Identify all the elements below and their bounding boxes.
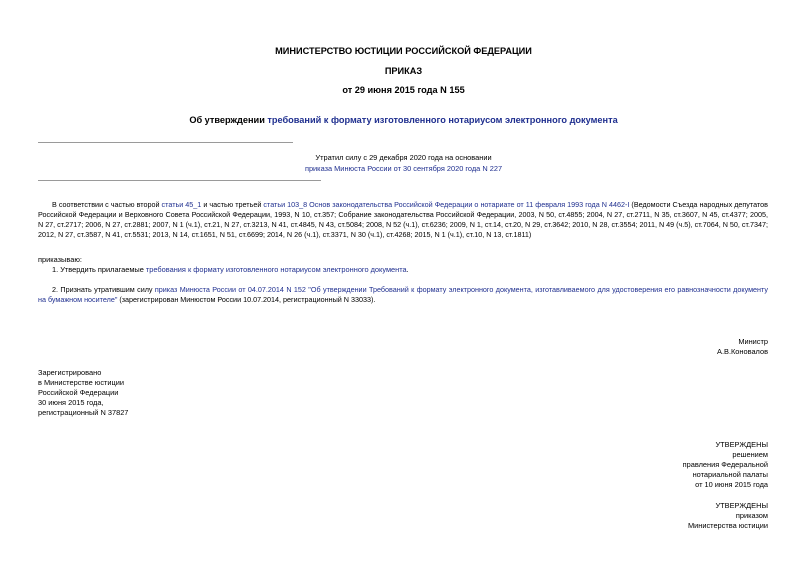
approved-2-line-3: Министерства юстиции [687,521,768,530]
item-1-link[interactable]: требования к формату изготовленного нотариусом электронного документа [145,265,407,274]
divider-bottom [38,180,321,181]
preamble-link-article-103[interactable]: статьи 103_8 Основ законодательства Российской Федерации о нотариате от 11 февраля 1993 года N 4462-I [263,200,630,209]
preamble-text-1: В соответствии с частью второй [52,200,162,209]
item-1 [52,265,409,275]
lost-force-link[interactable]: приказа Минюста России от 30 сентября 2020 года N 227 [304,164,503,173]
divider-top [38,142,293,143]
lost-force-line2 [0,164,807,174]
item-1-text-1: 1. Утвердить прилагаемые [52,265,146,274]
item-2-text-1: 2. Признать утратившим силу [52,285,155,294]
item-2 [38,285,768,305]
approved-1-line-3: правления Федеральной [682,460,768,469]
preamble-text-2: и частью третьей [201,200,264,209]
item-2-text-2: (зарегистрирован Минюстом России 10.07.2014, регистрационный N 33033). [117,295,376,304]
signature-name: А.В.Коновалов [717,347,768,356]
approved-1-line-5: от 10 июня 2015 года [695,480,768,489]
lost-force-text: Утратил силу с 29 декабря 2020 года на основании [315,153,492,162]
title-link[interactable]: требований к формату изготовленного нотариусом электронного документа [267,115,618,125]
ministry-heading: МИНИСТЕРСТВО ЮСТИЦИИ РОССИЙСКОЙ ФЕДЕРАЦИИ [275,46,532,56]
approved-2-line-1: УТВЕРЖДЕНЫ [715,501,768,510]
registration-line-3: Российской Федерации [38,388,119,397]
order-word: приказываю: [38,255,82,264]
approved-1-line-1: УТВЕРЖДЕНЫ [715,440,768,449]
item-2-link[interactable]: приказ Минюста России от 04.07.2014 N 152 "Об утверждении Требований к формату электронного документа, изготавливаемого для удостоверения его равнозначности документу на бумажном носителе" [38,285,768,304]
approved-2-line-2: приказом [735,511,768,520]
registration-line-5: регистрационный N 37827 [38,408,129,417]
doc-type-heading: ПРИКАЗ [384,66,423,76]
date-number-heading: от 29 июня 2015 года N 155 [342,85,465,95]
signature-position: Министр [738,337,768,346]
title-prefix: Об утверждении [189,115,268,125]
registration-line-4: 30 июня 2015 года, [38,398,104,407]
approved-1-line-2: решением [732,450,768,459]
preamble-link-article-45[interactable]: статьи 45_1 [161,200,202,209]
document-title [0,115,807,126]
registration-line-2: в Министерстве юстиции [38,378,125,387]
item-1-text-2: . [406,265,409,274]
registration-line-1: Зарегистрировано [38,368,102,377]
preamble-text-3: (Ведомости Съезда народных депутатов Российской Федерации и Верховного Совета Российской Федерации, 1993, N 10, ст.357; Собрание законодательства Российской Федерации, 2003, N 50, ст.4855; 2004, N 27, ст.2711, N 35, ст.3607, N 45, ст.4377; 2005, N 27, ст.2717; 2006, N 27, ст.2881; 2007, N 1 (ч.1), ст.21, N 27, ст.3213, N 41, ст.4845, N 43, ст.5084; 2008, N 52 (ч.1), ст.6236; 2009, N 1, ст.14, ст.20, N 29, ст.3642; 2010, N 28, ст.3554; 2011, N 49 (ч.5), ст.7064, N 50, ст.7347; 2012, N 27, ст.3587, N 41, ст.5531; 2013, N 14, ст.1651, N 51, ст.6699; 2014, N 26 (ч.1), ст.3371, N 30 (ч.1), ст.4268; 2015, N 1 (ч.1), ст.10, N 13, ст.1811) [38,200,768,239]
approved-1-line-4: нотариальной палаты [692,470,768,479]
preamble-paragraph [38,200,768,240]
